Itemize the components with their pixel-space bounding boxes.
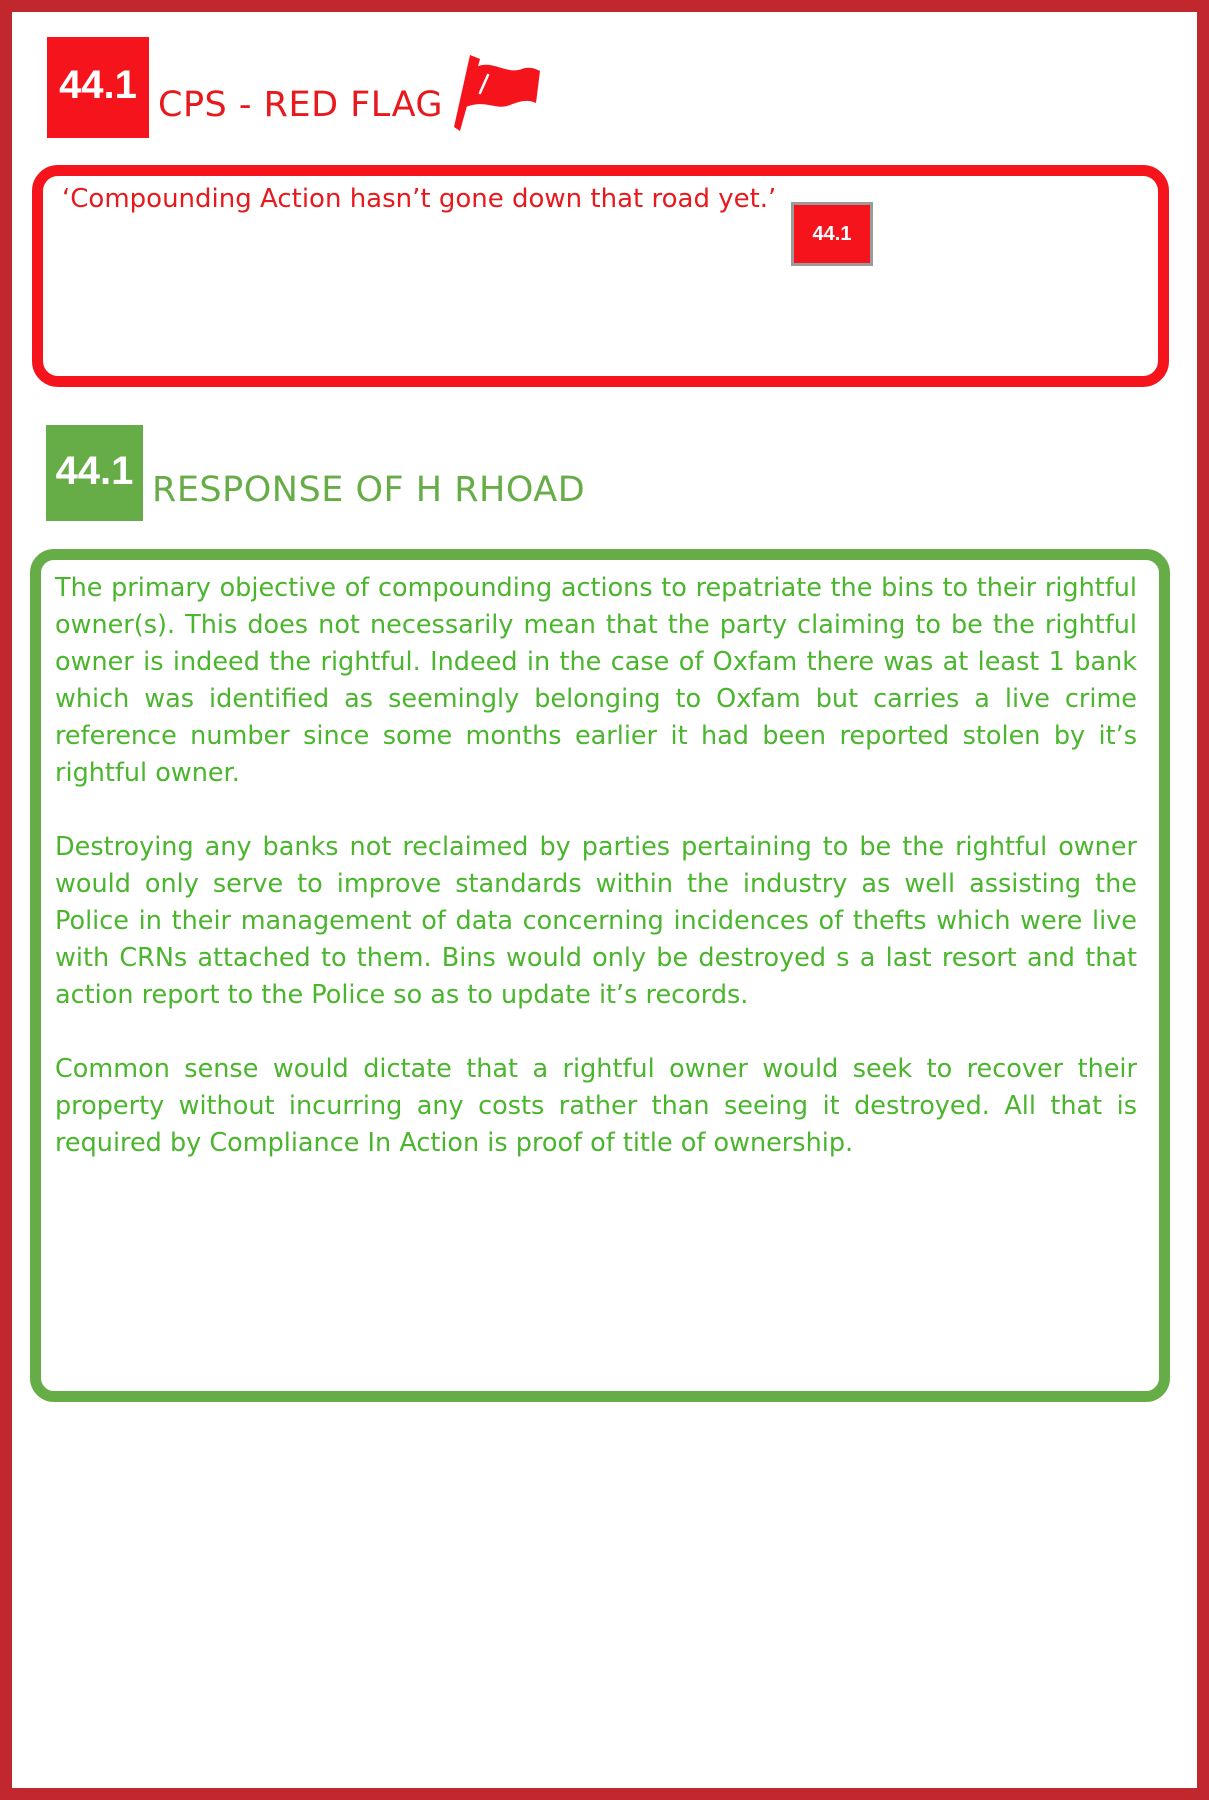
cps-section-heading: CPS - RED FLAG: [158, 85, 444, 125]
response-section-heading: RESPONSE OF H RHOAD: [152, 470, 586, 510]
response-paragraph: The primary objective of compounding actions to repatriate the bins to their rightful owner(s). This does not necessarily mean that the party claiming to be the rightful owner is indeed the rightful. Indeed in the case of Oxfam there was at least 1 bank which was identified as seemingly belonging to Oxfam but carries a live crime reference number since some months earlier it had been reported stolen by it’s rightful owner.: [55, 573, 1137, 788]
red-flag-icon: [452, 55, 544, 131]
cps-reference-badge: 44.1: [791, 202, 873, 266]
response-section-badge: 44.1: [46, 425, 143, 521]
response-paragraph: Common sense would dictate that a rightful owner would seek to recover their property without incurring any costs rather than seeing it destroyed. All that is required by Compliance In Action is proof of title of ownership.: [55, 1054, 1137, 1158]
cps-quote-text: ‘Compounding Action hasn’t gone down that road yet.’: [62, 184, 777, 214]
response-paragraph: Destroying any banks not reclaimed by parties pertaining to be the rightful owner would only serve to improve standards within the industry as well assisting the Police in their management of data concerning incidences of thefts which were live with CRNs attached to them. Bins would only be destroyed s a last resort and that action report to the Police so as to update it’s records.: [55, 832, 1137, 1010]
response-text: [55, 570, 1137, 1199]
cps-section-badge: 44.1: [47, 37, 149, 138]
